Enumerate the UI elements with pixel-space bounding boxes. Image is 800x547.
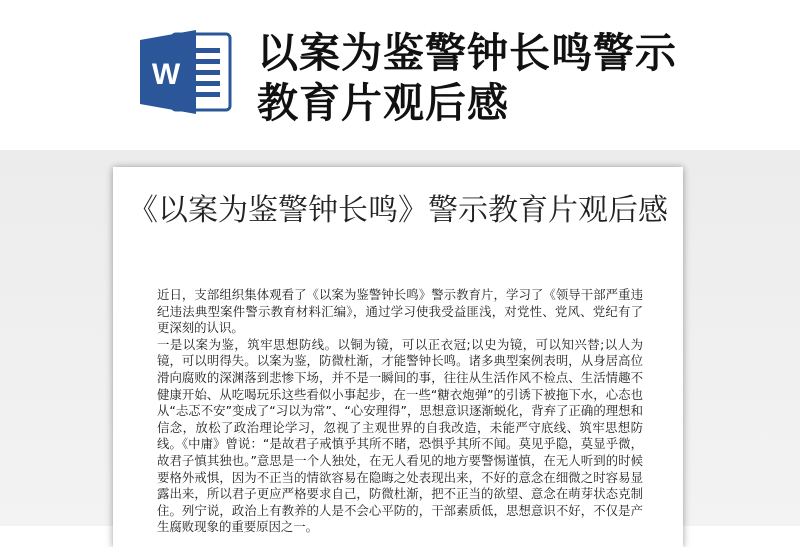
document-title: 《以案为鉴警钟长鸣》警示教育片观后感 [128,193,668,228]
paragraph: 近日，支部组织集体观看了《以案为鉴警钟长鸣》警示教育片，学习了《领导干部严重违纪违法典型案件警示教育材料汇编》，通过学习使我受益匪浅，对党性、党风、党纪有了更深刻的认识。 [157,287,643,336]
word-icon-letter: W [151,58,181,91]
header-banner [0,0,800,150]
paragraph: 一是以案为鉴，筑牢思想防线。以铜为镜，可以正衣冠;以史为镜，可以知兴替;以人为镜，可以明得失。以案为鉴，防微杜渐，才能警钟长鸣。诸多典型案例表明，从身居高位滑向腐败的深渊落到悲惨下场，并不是一瞬间的事，往往从生活作风不检点、生活情趣不健康开始、从吃喝玩乐这些看似小事起步，在一些“糖衣炮弹”的引诱下被拖下水，心态也从“忐忑不安”变成了“习以为常”、“心安理得”，思想意识逐渐蜕化，背弃了正确的理想和信念，放松了政治理论学习，忽视了主观世界的自我改造，未能严守底线、筑牢思想防线。《中庸》曾说：“是故君子戒慎乎其所不睹，恐惧乎其所不闻。莫见乎隐，莫显乎微，故君子慎其独也。”意思是一个人独处，在无人看见的地方要警惕谨慎，在无人听到的时候要格外戒惧，因为不正当的情欲容易在隐晦之处表现出来，不好的意念在细微之时容易显露出来，所以君子更应严格要求自己，防微杜渐，把不正当的欲望、意念在萌芽状态克制住。列宁说，政治上有教养的人是不会心平防的，干部素质低，思想意识不好，不仅是产生腐败现象的重要原因之一。 [157,336,643,535]
document-body [157,287,643,536]
page-title: 以案为鉴警钟长鸣警示教育片观后感 [257,29,677,127]
document-page [113,167,683,547]
word-icon [138,30,232,114]
